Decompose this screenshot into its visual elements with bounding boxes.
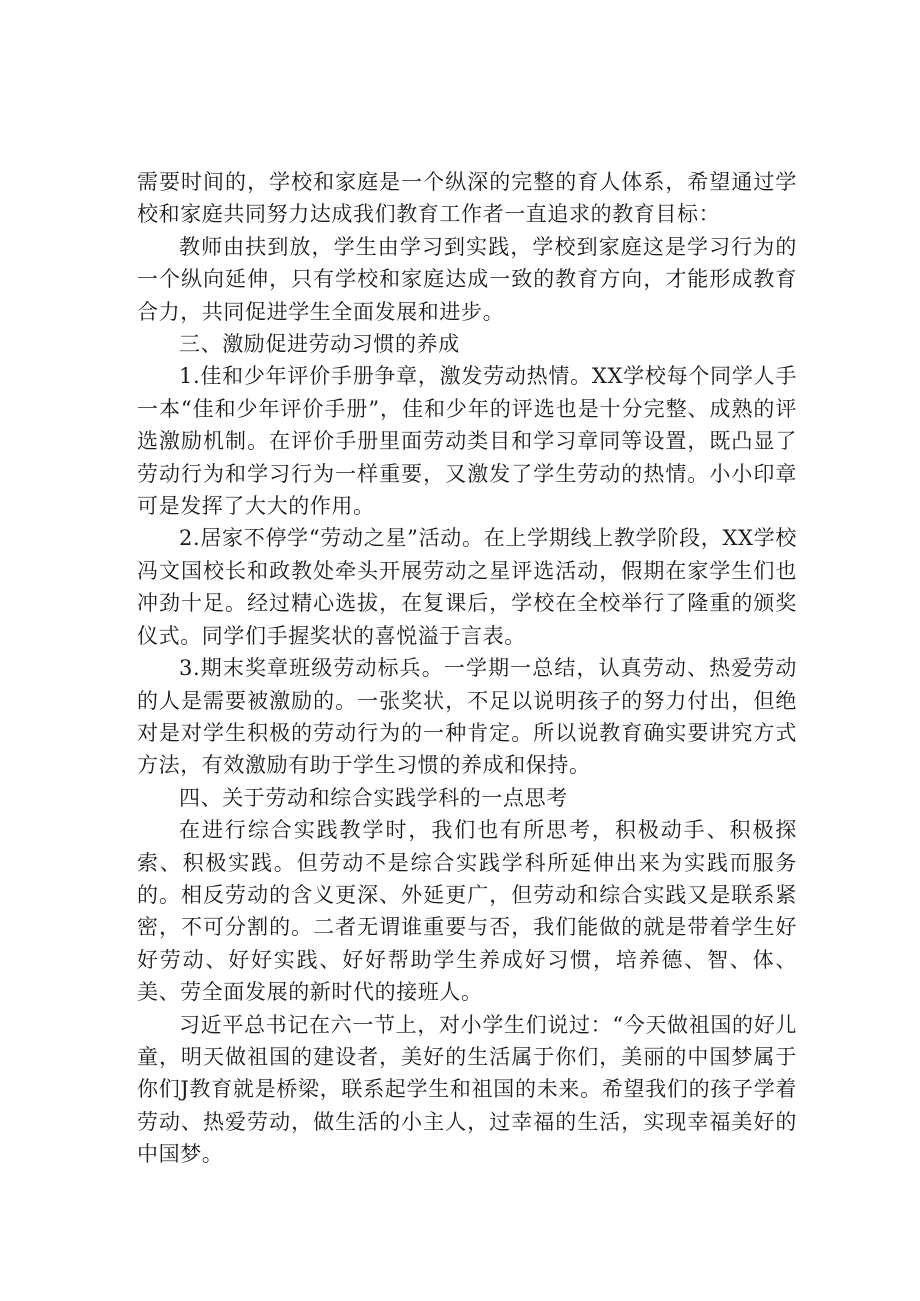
paragraph-closing-quote: 习近平总书记在六一节上，对小学生们说过：“今天做祖国的好儿童，明天做祖国的建设者，美好的生活属于你们，美丽的中国梦属于你们J教育就是桥梁，联系起学生和祖国的未来。希望我们的孩子学着劳动、热爱劳动，做生活的小主人，过幸福的生活，实现幸福美好的中国梦。 [137, 1012, 797, 1167]
paragraph-teacher-student: 教师由扶到放，学生由学习到实践，学校到家庭这是学习行为的一个纵向延伸，只有学校和家庭达成一致的教育方向，才能形成教育合力，共同促进学生全面发展和进步。 [137, 234, 797, 324]
section-heading-four: 四、关于劳动和综合实践学科的一点思考 [179, 785, 568, 810]
paragraph-practice-thoughts: 在进行综合实践教学时，我们也有所思考，积极动手、积极探索、积极实践。但劳动不是综合实践学科所延伸出来为实践而服务的。相反劳动的含义更深、外延更广，但劳动和综合实践又是联系紧密，不可分割的。二者无谓谁重要与否，我们能做的就是带着学生好好劳动、好好实践、好好帮助学生养成好习惯，培养德、智、体、美、劳全面发展的新时代的接班人。 [137, 818, 797, 1005]
document-body [137, 166, 797, 1171]
paragraph-intro-continuation: 需要时间的，学校和家庭是一个纵深的完整的育人体系，希望通过学校和家庭共同努力达成我们教育工作者一直追求的教育目标： [137, 170, 797, 227]
paragraph-item-1: 1.佳和少年评价手册争章，激发劳动热情。XX学校每个同学人手一本“佳和少年评价手册”，佳和少年的评选也是十分完整、成熟的评选激励机制。在评价手册里面劳动类目和学习章同等设置，既凸显了劳动行为和学习行为一样重要，又激发了学生劳动的热情。小小印章可是发挥了大大的作用。 [137, 364, 797, 519]
section-heading-three: 三、激励促进劳动习惯的养成 [179, 332, 460, 357]
paragraph-item-3: 3.期末奖章班级劳动标兵。一学期一总结，认真劳动、热爱劳动的人是需要被激励的。一张奖状，不足以说明孩子的努力付出，但绝对是对学生积极的劳动行为的一种肯定。所以说教育确实要讲究方式方法，有效激励有助于学生习惯的养成和保持。 [137, 656, 797, 778]
paragraph-item-2: 2.居家不停学“劳动之星”活动。在上学期线上教学阶段，XX学校冯文国校长和政教处牵头开展劳动之星评选活动，假期在家学生们也冲劲十足。经过精心选拔，在复课后，学校在全校举行了隆重的颁奖仪式。同学们手握奖状的喜悦溢于言表。 [137, 526, 797, 648]
